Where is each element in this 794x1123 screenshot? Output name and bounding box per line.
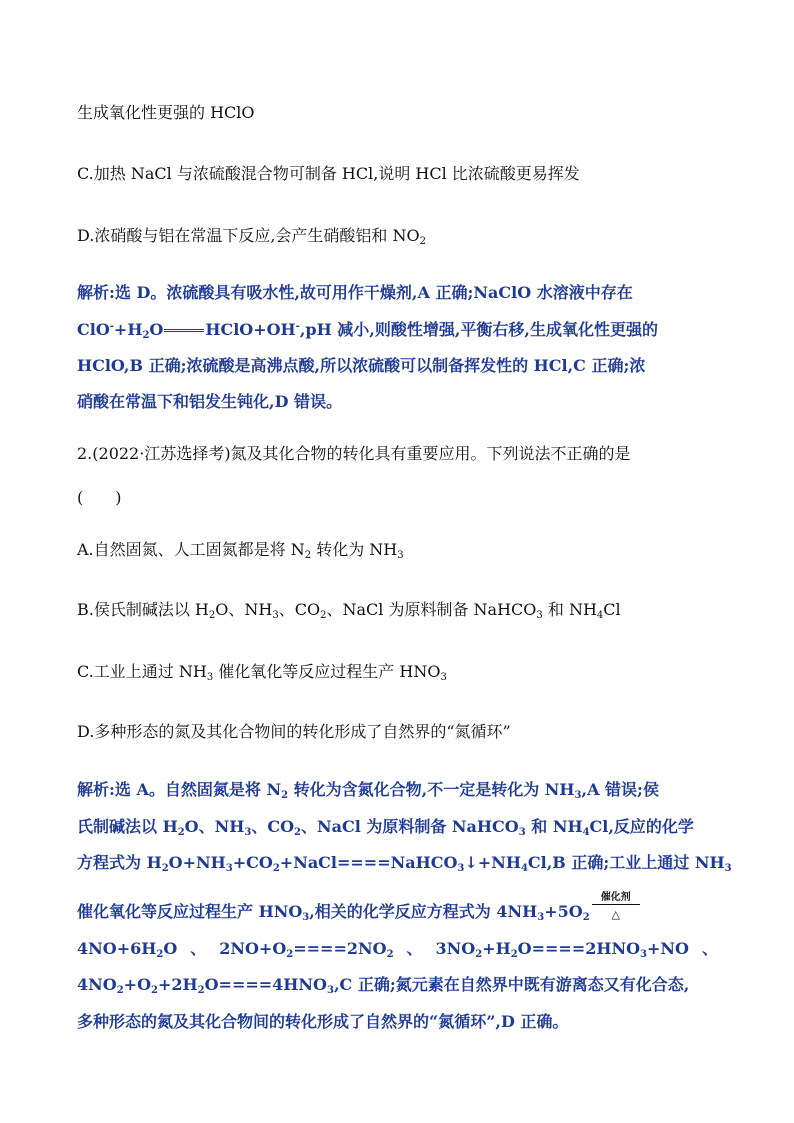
q2-analysis-line-5 bbox=[77, 939, 718, 959]
q2-option-c: C.工业上通过 $NH_3$ 催化氧化等反应过程生产 $HNO_3$ bbox=[77, 662, 447, 683]
q1-option-b-tail: 生成氧化性更强的 HClO bbox=[77, 103, 255, 122]
q1-option-d: D.浓硝酸与铝在常温下反应,会产生硝酸铝和 $NO_2$ bbox=[77, 226, 427, 247]
q2-analysis-line-4: 催化氧化等反应过程生产 $HNO_3$,相关的化学反应方程式为 $4NH_3+5O_2$ 催化剂 △ bbox=[77, 902, 718, 922]
equilibrium-equals-sign bbox=[164, 329, 204, 332]
heat-symbol: △ bbox=[611, 908, 620, 921]
q2-option-a: A.自然固氮、人工固氮都是将 $N_2$ 转化为 $NH_3$ bbox=[77, 540, 404, 561]
q1-option-c: C.加热 NaCl 与浓硫酸混合物可制备 HCl,说明 HCl 比浓硫酸更易挥发 bbox=[77, 164, 580, 183]
q2-analysis-line-7: 多种形态的氮及其化合物间的转化形成了自然界的“氮循环”,D 正确。 bbox=[77, 1012, 569, 1031]
equation-3: $3NO_2+H_2O====2HNO_3+NO$ bbox=[435, 939, 689, 960]
catalyst-label: 催化剂 bbox=[600, 892, 631, 903]
q1-analysis-line-3: HClO,B 正确;浓硫酸是高沸点酸,所以浓硫酸可以制备挥发性的 HCl,C 正确;浓 bbox=[77, 356, 646, 375]
q1-analysis-line-2: $ClO^-+H_2O$ HClO+OH-,pH 减小,则酸性增强,平衡右移,生成氧化性更强的 bbox=[77, 320, 658, 341]
q2-option-d: D.多种形态的氮及其化合物间的转化形成了自然界的“氮循环” bbox=[77, 722, 511, 741]
q2-analysis-line-1: 解析:选 A。自然固氮是将 $N_2$ 转化为含氮化合物,不一定是转化为 $NH_3,A$ 错误;侯 bbox=[77, 780, 659, 801]
q2-answer-paren: ( ) bbox=[77, 488, 122, 507]
separator: 、 bbox=[701, 939, 718, 958]
q1-analysis-line-4: 硝酸在常温下和铝发生钝化,D 错误。 bbox=[77, 392, 343, 411]
equation-1: $4NO+6H_2O$ bbox=[77, 939, 178, 960]
q2-option-b: B.侯氏制碱法以 $H_2O$、$NH_3$、$CO_2$、NaCl 为原料制备 NaHCO$_3$ 和 $NH_4Cl$ bbox=[77, 600, 621, 621]
q2-analysis-line-6: $4NO_2+O_2+2H_2O====4HNO_3,C$ 正确;氮元素在自然界中既有游离态又有化合态, bbox=[77, 975, 690, 996]
q2-analysis-line-2: 氏制碱法以 $H_2O$、$NH_3$、$CO_2$、NaCl 为原料制备 NaHCO$_3$ 和 $NH_4Cl$,反应的化学 bbox=[77, 817, 694, 838]
reaction-condition bbox=[590, 892, 642, 922]
equation-2: $2NO+O_2====2NO_2$ bbox=[219, 939, 394, 960]
separator: 、 bbox=[190, 939, 207, 958]
separator: 、 bbox=[406, 939, 423, 958]
q1-analysis-line-1: 解析:选 D。浓硫酸具有吸水性,故可用作干燥剂,A 正确;NaClO 水溶液中存在 bbox=[77, 283, 633, 302]
q2-stem: 2.(2022·江苏选择考)氮及其化合物的转化具有重要应用。下列说法不正确的是 bbox=[77, 444, 631, 463]
q2-analysis-line-3: 方程式为 $H_2O+NH_3+CO_2+NaCl====NaHCO_3↓+NH_4Cl,B$ 正确;工业上通过 $NH_3$ bbox=[77, 853, 732, 874]
